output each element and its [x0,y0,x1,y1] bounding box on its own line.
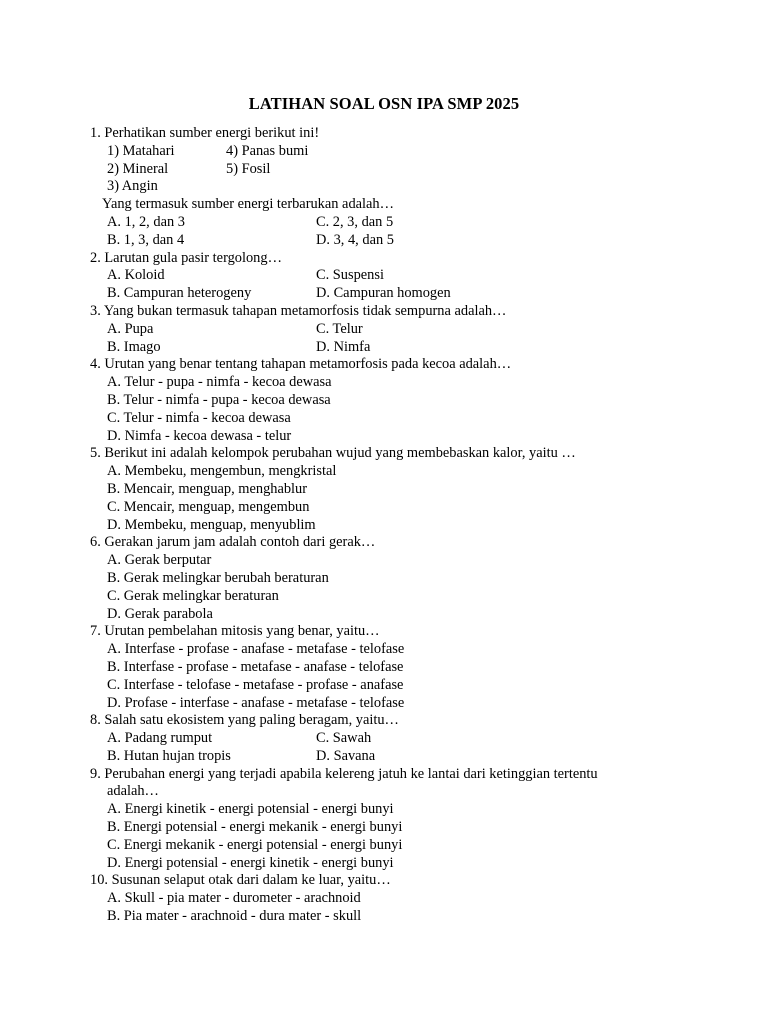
energy-source-row [90,161,650,179]
option-c: C. Gerak melingkar beraturan [107,587,279,604]
question-9-stem: 9. Perubahan energi yang terjadi apabila kelereng jatuh ke lantai dari ketinggian tertentu [90,765,598,782]
option-row [90,267,650,285]
option-b: B. Energi potensial - energi mekanik - energi bunyi [107,819,403,836]
option-d: D. Nimfa - kecoa dewasa - telur [107,427,292,444]
option-a: A. Pupa [107,320,154,337]
question-1-stem: 1. Perhatikan sumber energi berikut ini! [90,125,320,141]
option-c: C. Energi mekanik - energi potensial - energi bunyi [107,836,403,853]
option-d: D. Profase - interfase - anafase - metafase - telofase [107,694,405,711]
option-b: B. Pia mater - arachnoid - dura mater - skull [107,908,362,925]
question-10-stem: 10. Susunan selaput otak dari dalam ke luar, yaitu… [90,872,391,889]
option-row [90,730,650,748]
option-b: B. Telur - nimfa - pupa - kecoa dewasa [107,391,331,408]
option-row [90,285,650,303]
option-a: A. Telur - pupa - nimfa - kecoa dewasa [107,374,332,391]
option-d: D. Gerak parabola [107,605,213,622]
option-b: B. Interfase - profase - metafase - anafase - telofase [107,658,404,675]
option-row [90,232,650,250]
option-a: A. Koloid [107,267,165,284]
option-b: B. Hutan hujan tropis [107,747,231,764]
option-c: C. Telur - nimfa - kecoa dewasa [107,409,291,426]
option-b: B. Gerak melingkar berubah beraturan [107,569,329,586]
option-a: A. 1, 2, dan 3 [107,213,185,230]
question-9-stem-continued: adalah… [107,783,159,800]
option-a: A. Gerak berputar [107,552,212,569]
option-c: C. Interfase - telofase - metafase - profase - anafase [107,676,404,693]
option-b: B. Campuran heterogeny [107,285,252,302]
question-3-stem: 3. Yang bukan termasuk tahapan metamorfosis tidak sempurna adalah… [90,302,507,319]
question-7-stem: 7. Urutan pembelahan mitosis yang benar, yaitu… [90,623,380,640]
question-6-stem: 6. Gerakan jarum jam adalah contoh dari gerak… [90,534,376,551]
option-d: D. Membeku, menguap, menyublim [107,516,316,533]
option-a: A. Interfase - profase - anafase - metafase - telofase [107,641,405,658]
option-row [90,339,650,357]
option-b: B. Mencair, menguap, menghablur [107,480,308,497]
source-item: 5) Fosil [226,160,271,177]
question-5-stem: 5. Berikut ini adalah kelompok perubahan wujud yang membebaskan kalor, yaitu … [90,445,576,462]
source-item: 2) Mineral [107,160,169,177]
source-item: 4) Panas bumi [226,142,309,159]
option-c: C. Telur [316,320,363,337]
option-b: B. 1, 3, dan 4 [107,231,185,248]
question-2-stem: 2. Larutan gula pasir tergolong… [90,249,282,266]
option-d: D. Nimfa [316,338,371,355]
option-b: B. Imago [107,338,161,355]
option-c: C. Suspensi [316,267,384,284]
option-row [90,214,650,232]
option-a: A. Membeku, mengembun, mengkristal [107,463,337,480]
source-item: 3) Angin [107,178,158,195]
option-d: D. Savana [316,747,376,764]
page-title: LATIHAN SOAL OSN IPA SMP 2025 [248,94,520,113]
option-c: C. Mencair, menguap, mengembun [107,498,310,515]
option-row [90,321,650,339]
question-4-stem: 4. Urutan yang benar tentang tahapan metamorfosis pada kecoa adalah… [90,356,512,373]
option-d: D. Energi potensial - energi kinetik - energi bunyi [107,854,394,871]
energy-source-row [90,143,650,161]
question-8-stem: 8. Salah satu ekosistem yang paling beragam, yaitu… [90,712,399,729]
option-a: A. Skull - pia mater - durometer - arachnoid [107,890,361,907]
option-a: A. Padang rumput [107,730,213,747]
option-row [90,748,650,766]
question-1-prompt: Yang termasuk sumber energi terbarukan adalah… [102,196,394,213]
question-list [90,125,650,926]
option-d: D. Campuran homogen [316,285,451,302]
option-a: A. Energi kinetik - energi potensial - energi bunyi [107,801,394,818]
source-item: 1) Matahari [107,142,175,159]
option-d: D. 3, 4, dan 5 [316,231,394,248]
option-c: C. 2, 3, dan 5 [316,213,394,230]
option-c: C. Sawah [316,730,372,747]
